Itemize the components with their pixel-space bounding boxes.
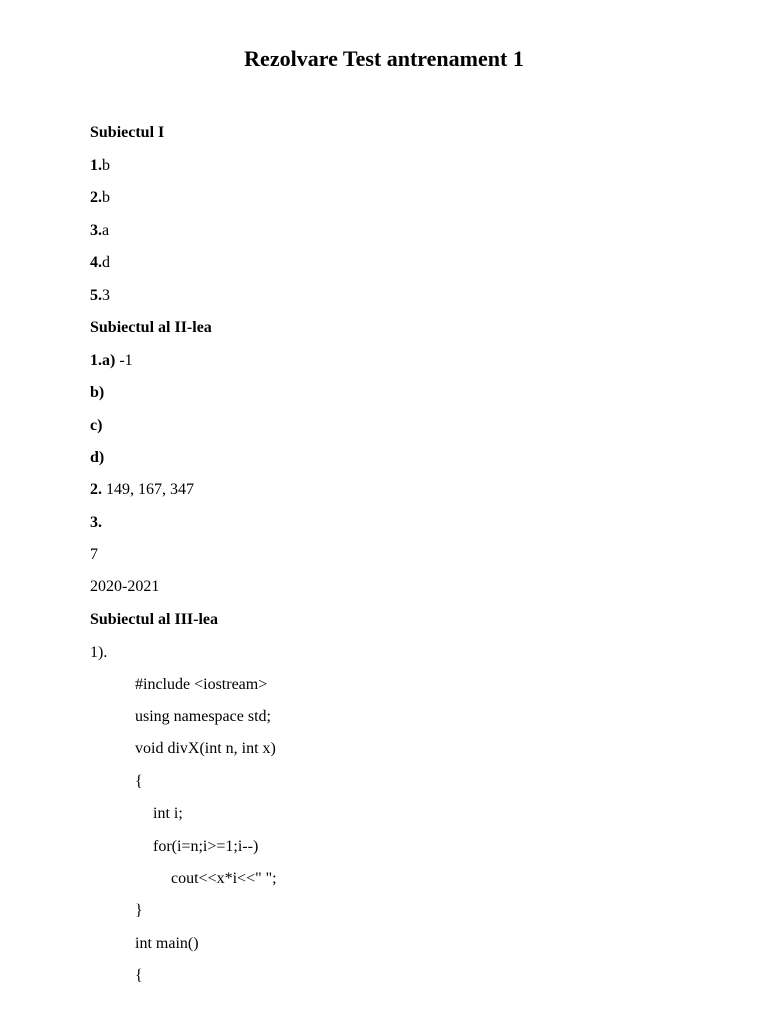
answer-line bbox=[90, 350, 133, 372]
answer-value: b bbox=[102, 157, 110, 174]
subiect3-heading: Subiectul al III-lea bbox=[90, 611, 219, 628]
code-line: int main() bbox=[135, 935, 199, 952]
code-line: int i; bbox=[153, 805, 183, 822]
answer-value: -1 bbox=[115, 352, 133, 369]
answer-number: 3. bbox=[90, 514, 102, 531]
answer-value: 2020-2021 bbox=[90, 578, 160, 595]
answer-line bbox=[90, 155, 110, 177]
answer-number: c) bbox=[90, 417, 103, 434]
answer-line bbox=[90, 252, 110, 274]
answer-number: 2. bbox=[90, 189, 102, 206]
answer-value: 3 bbox=[102, 287, 110, 304]
answer-number: 4. bbox=[90, 254, 102, 271]
code-line: { bbox=[135, 773, 143, 790]
answer-number: 1.a) bbox=[90, 352, 116, 369]
code-line: cout<<x*i<<" "; bbox=[171, 870, 277, 887]
answer-number: 1. bbox=[90, 157, 102, 174]
answer-value: a bbox=[102, 222, 110, 239]
answer-line bbox=[90, 220, 109, 242]
code-line: void divX(int n, int x) bbox=[135, 740, 276, 757]
answer-line bbox=[90, 479, 194, 501]
answer-number: 5. bbox=[90, 287, 102, 304]
answer-number: 3. bbox=[90, 222, 102, 239]
subiect1-heading: Subiectul I bbox=[90, 124, 165, 141]
answer-value: 149, 167, 347 bbox=[102, 481, 194, 498]
answer-line bbox=[90, 187, 110, 209]
answer-number: 1). bbox=[90, 644, 108, 661]
code-line: } bbox=[135, 902, 143, 919]
code-line: for(i=n;i>=1;i--) bbox=[153, 838, 259, 855]
answer-number: 2. bbox=[90, 481, 102, 498]
answer-line bbox=[90, 285, 110, 307]
answer-number: d) bbox=[90, 449, 105, 466]
answer-value: 7 bbox=[90, 546, 98, 563]
code-line: { bbox=[135, 967, 143, 984]
subiect2-heading: Subiectul al II-lea bbox=[90, 319, 212, 336]
code-line: #include <iostream> bbox=[135, 676, 268, 693]
code-line: using namespace std; bbox=[135, 708, 271, 725]
document-title: Rezolvare Test antrenament 1 bbox=[244, 46, 524, 71]
answer-value: d bbox=[102, 254, 110, 271]
answer-value: b bbox=[102, 189, 110, 206]
answer-number: b) bbox=[90, 384, 105, 401]
